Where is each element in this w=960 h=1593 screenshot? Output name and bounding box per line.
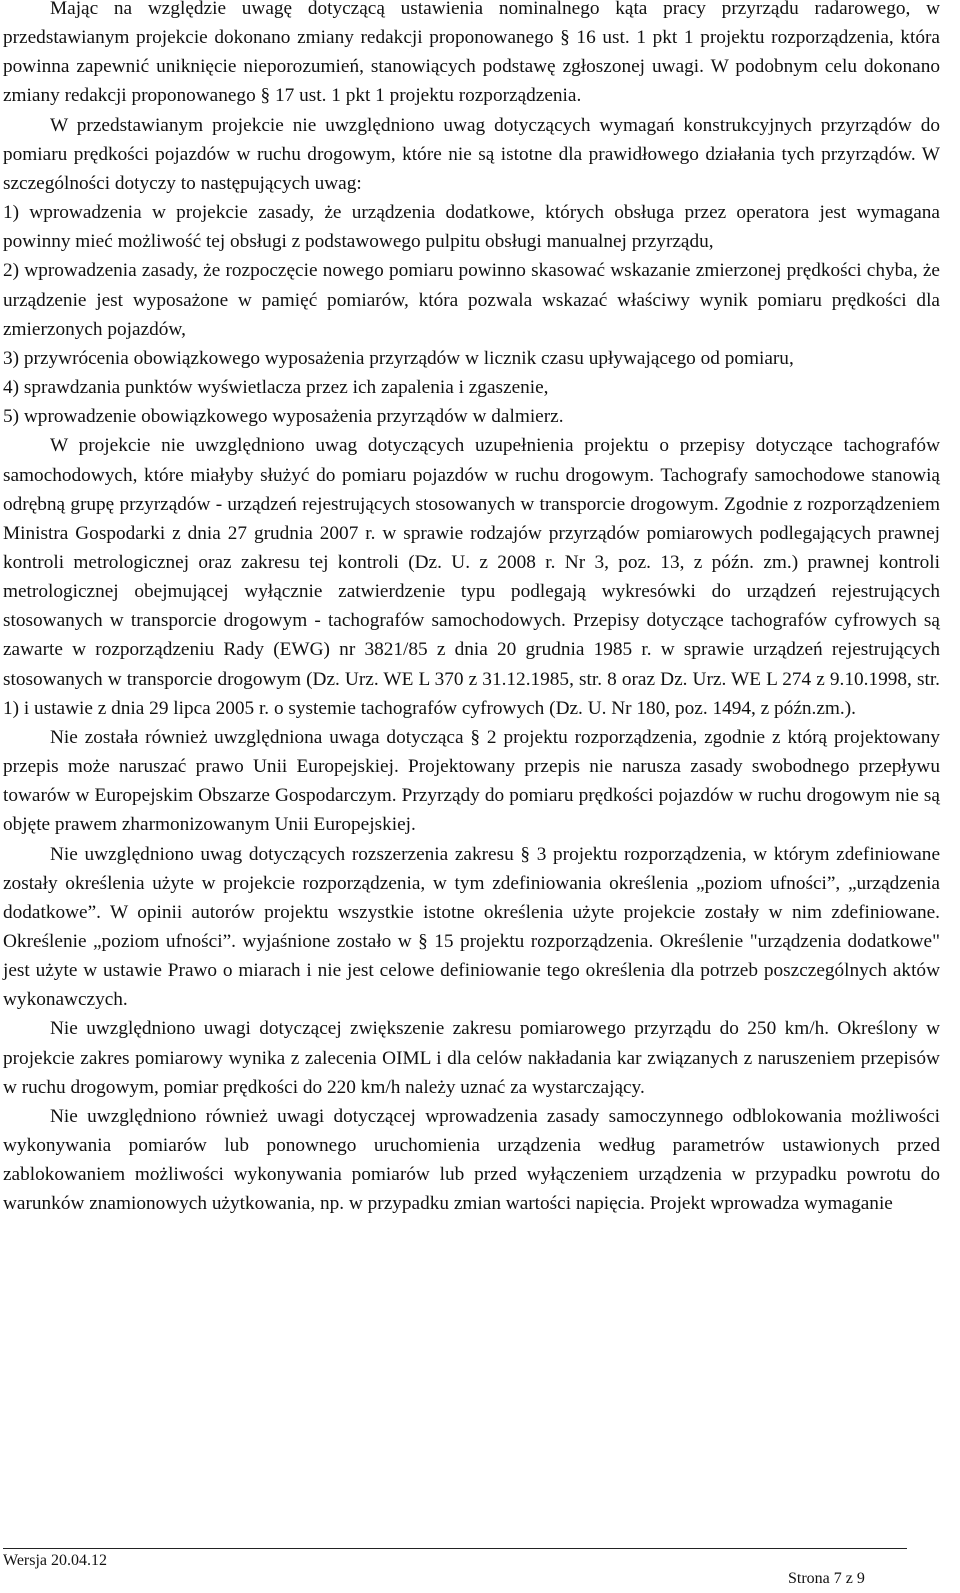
footer-divider: [3, 1548, 907, 1549]
list-item-4: 4) sprawdzania punktów wyświetlacza przez ich zapalenia i zgaszenie,: [3, 377, 549, 399]
list-item-5: 5) wprowadzenie obowiązkowego wyposażenia przyrządów w dalmierz.: [3, 406, 564, 428]
paragraph-unlocking: Nie uwzględniono również uwagi dotyczącej wprowadzenia zasady samoczynnego odblokowania możliwości wykonywania pomiarów lub ponownego uruchomienia urządzenia według parametrów ustawionych przed zablokowaniem możliwości wykonywania pomiarów lub przed wyłączeniem urządzenia w przypadku powrotu do warunków znamionowych użytkowania, np. w przypadku zmian wartości napięcia. Projekt wprowadza wymaganie: [3, 1105, 940, 1215]
paragraph-eu-law: Nie została również uwzględniona uwaga dotycząca § 2 projektu rozporządzenia, zgodnie z którą projektowany przepis może naruszać prawo Unii Europejskiej. Projektowany przepis nie narusza zasady swobodnego przepływu towarów w Europejskim Obszarze Gospodarczym. Przyrządy do pomiaru prędkości pojazdów w ruchu drogowym nie są objęte prawem zharmonizowanym Unii Europejskiej.: [3, 726, 940, 836]
paragraph-definitions: Nie uwzględniono uwag dotyczących rozszerzenia zakresu § 3 projektu rozporządzenia, w którym zdefiniowane zostały określenia użyte w projekcie rozporządzenia, w tym zdefiniowania określenia „poziom ufności”, „urządzenia dodatkowe”. W opinii autorów projektu wszystkie istotne określenia użyte projekcie zostały w nim zdefiniowane. Określenie „poziom ufności”. wyjaśnione zostało w § 15 projektu rozporządzenia. Określenie "urządzenia dodatkowe" jest użyte w ustawie Prawo o miarach i nie jest celowe definiowanie tego określenia dla potrzeb poszczególnych aktów wykonawczych.: [3, 843, 940, 1011]
paragraph-radar-angle: Mając na względzie uwagę dotyczącą ustawienia nominalnego kąta pracy przyrządu radarowego, w przedstawianym projekcie dokonano zmiany redakcji proponowanego § 16 ust. 1 pkt 1 projektu rozporządzenia, która powinna zapewnić uniknięcie nieporozumień, stanowiących podstawę zgłoszonej uwagi. W podobnym celu dokonano zmiany redakcji proponowanego § 17 ust. 1 pkt 1 projektu rozporządzenia.: [3, 0, 940, 107]
footer-page-number: Strona 7 z 9: [788, 1570, 865, 1587]
paragraph-tachographs: W projekcie nie uwzględniono uwag dotyczących uzupełnienia projektu o przepisy dotyczące tachografów samochodowych, które miałyby służyć do pomiaru pojazdów w ruchu drogowym. Tachografy samochodowe stanowią odrębną grupę przyrządów - urządzeń rejestrujących stosowanych w transporcie drogowym. Zgodnie z rozporządzeniem Ministra Gospodarki z dnia 27 grudnia 2007 r. w sprawie rodzajów przyrządów pomiarowych podlegających prawnej kontroli metrologicznej oraz zakresu tej kontroli (Dz. U. z 2008 r. Nr 3, poz. 13, z późn. zm.) prawnej kontroli metrologicznej obejmującej wyłącznie zatwierdzenie typu podlegają wykresówki do urządzeń rejestrujących stosowanych w transporcie drogowym - tachografów samochodowych. Przepisy dotyczące tachografów cyfrowych są zawarte w rozporządzeniu Rady (EWG) nr 3821/85 z dnia 20 grudnia 1985 r. w sprawie urządzeń rejestrujących stosowanych w transporcie drogowym (Dz. Urz. WE L 370 z 31.12.1985, str. 8 oraz Dz. Urz. WE L 274 z 9.10.1998, str. 1) i ustawie z dnia 29 lipca 2005 r. o systemie tachografów cyfrowych (Dz. U. Nr 180, poz. 1494, z późn.zm.).: [3, 435, 940, 719]
paragraph-measurement-range: Nie uwzględniono uwagi dotyczącej zwiększenie zakresu pomiarowego przyrządu do 250 km/h. Określony w projekcie zakres pomiarowy wynika z zalecenia OIML i dla celów nakładania kar związanych z naruszeniem przepisów w ruchu drogowym, pomiar prędkości do 220 km/h należy uznać za wystarczający.: [3, 1018, 940, 1098]
list-item-1: 1) wprowadzenia w projekcie zasady, że urządzenia dodatkowe, których obsługa przez operatora jest wymagana powinny mieć możliwość tej obsługi z podstawowego pulpitu obsługi manualnej przyrządu,: [3, 202, 940, 253]
list-item-2: 2) wprowadzenia zasady, że rozpoczęcie nowego pomiaru powinno skasować wskazanie zmierzonej prędkości chyba, że urządzenie jest wyposażone w pamięć pomiarów, która pozwala wskazać właściwy wynik pomiaru prędkości dla zmierzonych pojazdów,: [3, 260, 940, 340]
list-item-3: 3) przywrócenia obowiązkowego wyposażenia przyrządów w licznik czasu upływającego od pomiaru,: [3, 347, 794, 369]
footer-version: Wersja 20.04.12: [3, 1552, 108, 1569]
paragraph-construction-requirements: W przedstawianym projekcie nie uwzględniono uwag dotyczących wymagań konstrukcyjnych przyrządów do pomiaru prędkości pojazdów w ruchu drogowym, które nie są istotne dla prawidłowego działania tych przyrządów. W szczególności dotyczy to następujących uwag:: [3, 114, 940, 194]
document-body: [3, 0, 940, 1219]
